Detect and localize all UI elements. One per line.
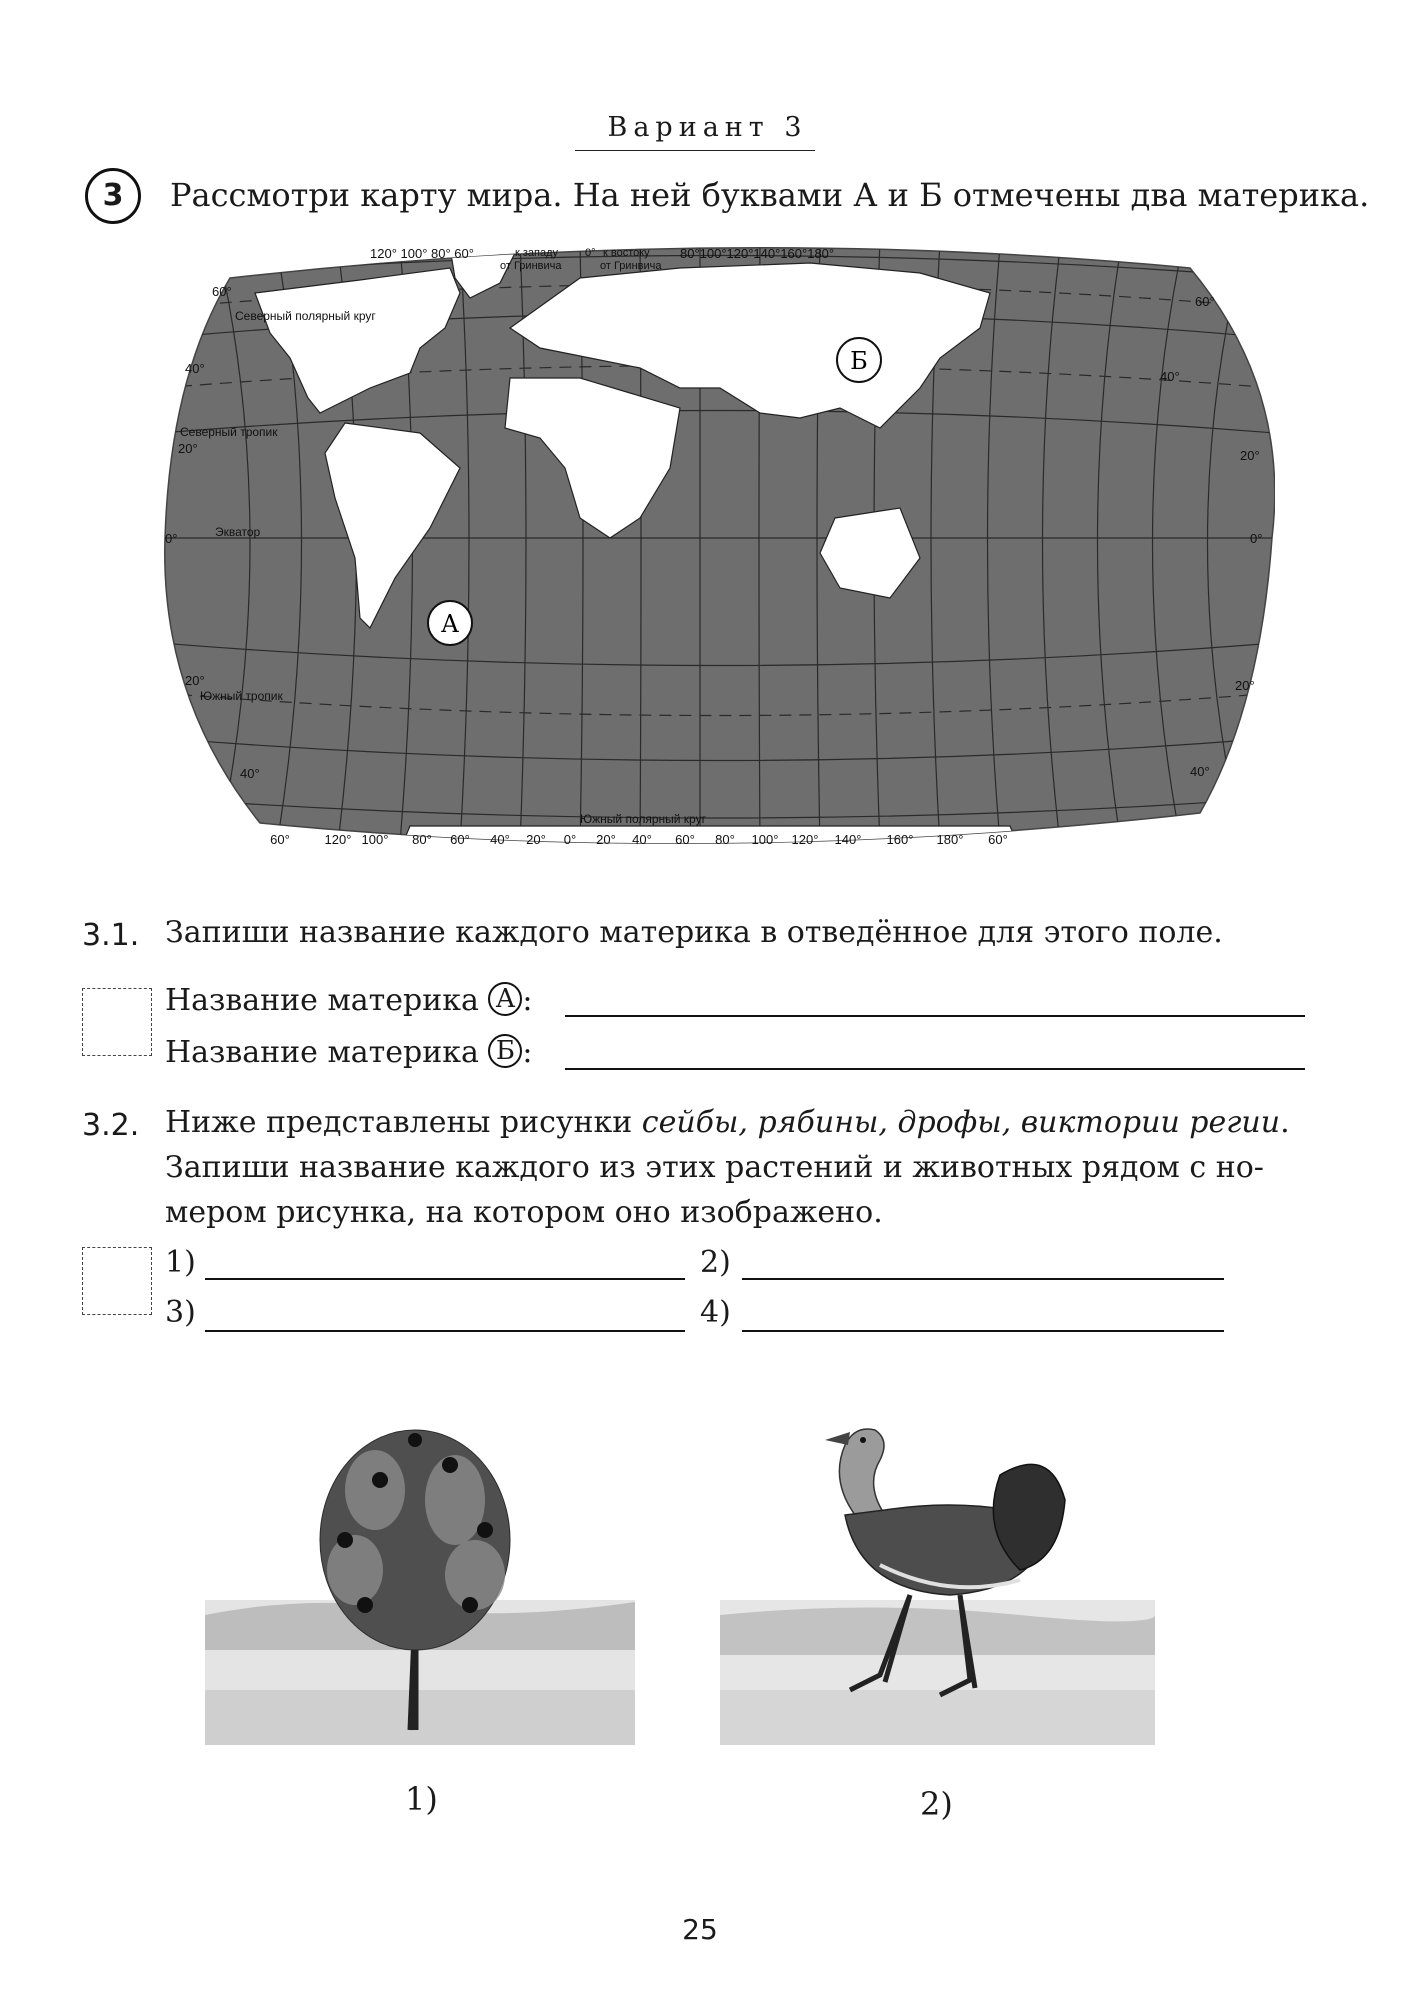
continent-a-answer-line[interactable] xyxy=(565,1015,1305,1017)
map-bottom-label: 100° xyxy=(361,832,389,847)
map-west-sub: от Гринвича xyxy=(500,260,562,272)
continent-b-answer-line[interactable] xyxy=(565,1068,1305,1070)
map-bottom-label: 80° xyxy=(412,832,432,847)
map-lat-20-right: 20° xyxy=(1240,448,1260,463)
continent-b-label: Название материка Б : xyxy=(165,1035,533,1070)
bustard-image xyxy=(720,1390,1155,1745)
answer-line-4[interactable] xyxy=(742,1330,1224,1332)
map-bottom-label: 80° xyxy=(715,832,735,847)
map-lat-20-south-left: 20° xyxy=(185,673,205,688)
map-equator: Экватор xyxy=(215,525,261,539)
answer-line-3[interactable] xyxy=(205,1330,685,1332)
answer-line-1[interactable] xyxy=(205,1278,685,1280)
rowan-tree-image xyxy=(205,1390,635,1745)
map-tropic-north: Северный тропик xyxy=(180,425,278,439)
map-bottom-label: 120° xyxy=(324,832,352,847)
map-lat-0-left: 0° xyxy=(165,531,178,546)
marker-b xyxy=(837,338,881,382)
map-arctic-circle: Северный полярный круг xyxy=(235,309,376,323)
map-east-sub: от Гринвича xyxy=(600,260,662,272)
picture-caption-1: 1) xyxy=(405,1780,438,1818)
map-lat-60-right: 60° xyxy=(1195,294,1215,309)
header-rule xyxy=(575,150,815,151)
page-number: 25 xyxy=(682,1913,718,1946)
map-top-labels-left: 120° 100° 80° 60° xyxy=(370,246,474,261)
svg-text:Б: Б xyxy=(850,347,868,375)
q32-line1: Ниже представлены рисунки сейбы, рябины, дрофы, виктории регии. xyxy=(165,1105,1290,1140)
map-lat-40-south-left: 40° xyxy=(240,766,260,781)
picture-caption-2: 2) xyxy=(920,1785,953,1823)
map-bottom-label: 40° xyxy=(490,832,510,847)
map-lat-0-right: 0° xyxy=(1250,531,1263,546)
map-bottom-label: 100° xyxy=(751,832,779,847)
map-bottom-label: 120° xyxy=(791,832,819,847)
marker-a xyxy=(428,601,472,645)
task-text: Рассмотри карту мира. На ней буквами А и Б отмечены два материка. xyxy=(170,176,1370,214)
map-lat-40-south-right: 40° xyxy=(1190,764,1210,779)
marker-b-inline: Б xyxy=(488,1034,522,1068)
map-bottom-label: 60° xyxy=(988,832,1008,847)
answer-score-box-31[interactable] xyxy=(82,988,152,1056)
answer-score-box-32[interactable] xyxy=(82,1247,152,1315)
map-lat-40-left: 40° xyxy=(185,361,205,376)
svg-text:А: А xyxy=(440,610,460,638)
variant-title: Вариант 3 xyxy=(607,112,808,143)
q32-line2: Запиши название каждого из этих растений и животных рядом с но- xyxy=(165,1150,1264,1185)
map-lat-60-left: 60° xyxy=(212,284,232,299)
map-bottom-label: 40° xyxy=(632,832,652,847)
world-map xyxy=(160,238,1275,850)
marker-a-inline: А xyxy=(488,982,522,1016)
map-antarctic-circle: Южный полярный круг xyxy=(580,812,706,826)
map-bottom-label: 60° xyxy=(450,832,470,847)
q31-number: 3.1. xyxy=(82,918,140,953)
answer-label-2: 2) xyxy=(700,1245,731,1280)
answer-label-1: 1) xyxy=(165,1245,196,1280)
q32-line3: мером рисунка, на котором оно изображено. xyxy=(165,1195,883,1230)
map-bottom-label: 180° xyxy=(936,832,964,847)
map-tropic-south: Южный тропик xyxy=(200,689,283,703)
map-lat-40-right: 40° xyxy=(1160,369,1180,384)
continent-a-label: Название материка А : xyxy=(165,983,533,1018)
map-bottom-label: 20° xyxy=(526,832,546,847)
answer-label-4: 4) xyxy=(700,1295,731,1330)
answer-line-2[interactable] xyxy=(742,1278,1224,1280)
map-bottom-label: 20° xyxy=(596,832,616,847)
map-bottom-label: 60° xyxy=(675,832,695,847)
task-number-badge: 3 xyxy=(85,168,141,224)
map-bottom-label: 160° xyxy=(886,832,914,847)
map-east-label: к востоку xyxy=(603,247,650,259)
map-bottom-label: 0° xyxy=(563,832,577,847)
q31-text: Запиши название каждого материка в отведённое для этого поле. xyxy=(165,915,1223,950)
map-lat-20-south-right: 20° xyxy=(1235,678,1255,693)
map-west-label: к западу xyxy=(515,247,559,259)
map-bottom-label: 60° xyxy=(270,832,290,847)
map-bottom-label: 140° xyxy=(834,832,862,847)
map-top-labels-right: 80°100°120°140°160°180° xyxy=(680,246,835,261)
q32-number: 3.2. xyxy=(82,1108,140,1143)
answer-label-3: 3) xyxy=(165,1295,196,1330)
map-zero-label: 0° xyxy=(585,247,596,259)
map-lat-20-left: 20° xyxy=(178,441,198,456)
